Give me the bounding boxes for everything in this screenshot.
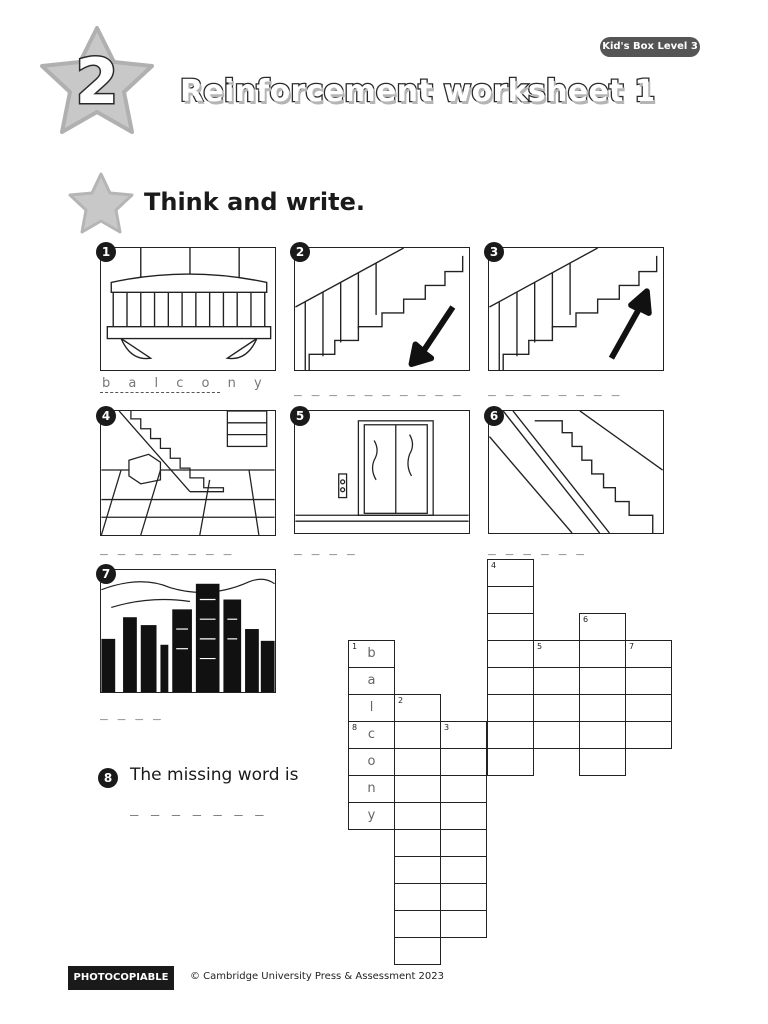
crossword-cell[interactable]: [440, 829, 487, 857]
crossword-cell[interactable]: [440, 883, 487, 911]
crossword-cell[interactable]: 4: [487, 559, 534, 587]
photocopiable-badge: PHOTOCOPIABLE: [68, 966, 174, 990]
page-title: Reinforcement worksheet 1: [180, 74, 656, 109]
question-8-text: The missing word is: [130, 765, 299, 785]
crossword-cell[interactable]: [579, 748, 626, 776]
answer-underline: [100, 392, 220, 393]
answer-blank-lift: _ _ _ _: [294, 541, 356, 556]
instruction-star-icon: [66, 170, 136, 236]
picture-downstairs: [294, 247, 470, 371]
crossword-cell[interactable]: 2: [394, 694, 441, 722]
crossword-cell[interactable]: [394, 721, 441, 749]
upstairs-illustration: [489, 248, 663, 370]
crossword-cell[interactable]: [533, 721, 580, 749]
crossword-cell[interactable]: 3: [440, 721, 487, 749]
crossword-cell[interactable]: [394, 856, 441, 884]
crossword-cell[interactable]: [394, 829, 441, 857]
crossword-cell[interactable]: [394, 883, 441, 911]
picture-number-badge: 5: [290, 406, 310, 426]
answer-blank-basement: _ _ _ _ _ _ _ _: [100, 541, 233, 556]
crossword-cell[interactable]: [440, 856, 487, 884]
crossword-cell[interactable]: [487, 640, 534, 668]
picture-number-badge: 3: [484, 242, 504, 262]
crossword-cell[interactable]: [440, 910, 487, 938]
crossword-cell[interactable]: [394, 910, 441, 938]
crossword-cell[interactable]: [440, 775, 487, 803]
crossword-cell[interactable]: [579, 694, 626, 722]
crossword-cell[interactable]: 1 b: [348, 640, 395, 668]
crossword-cell[interactable]: [394, 802, 441, 830]
picture-upstairs: [488, 247, 664, 371]
crossword-cell[interactable]: [487, 694, 534, 722]
crossword-cell[interactable]: [625, 667, 672, 695]
crossword-cell[interactable]: [625, 721, 672, 749]
crossword-cell[interactable]: [625, 694, 672, 722]
crossword-cell[interactable]: l: [348, 694, 395, 722]
crossword-cell[interactable]: 8 c: [348, 721, 395, 749]
picture-number-badge: 1: [96, 242, 116, 262]
crossword-cell[interactable]: y: [348, 802, 395, 830]
crossword-cell[interactable]: [394, 748, 441, 776]
picture-basement: [100, 410, 276, 536]
crossword-cell[interactable]: [394, 937, 441, 965]
crossword-cell[interactable]: [487, 586, 534, 614]
answer-balcony: b a l c o n y: [102, 376, 269, 391]
answer-blank-stairs: _ _ _ _ _ _: [488, 541, 586, 556]
unit-number: 2: [75, 45, 119, 118]
crossword-cell[interactable]: [394, 775, 441, 803]
downstairs-illustration: [295, 248, 469, 370]
crossword-cell[interactable]: n: [348, 775, 395, 803]
crossword-cell[interactable]: [533, 694, 580, 722]
picture-stairs: [488, 410, 664, 534]
picture-city: [100, 569, 276, 693]
crossword-cell[interactable]: [487, 748, 534, 776]
crossword-cell[interactable]: o: [348, 748, 395, 776]
crossword-cell[interactable]: [440, 802, 487, 830]
answer-blank-upstairs: _ _ _ _ _ _ _ _: [488, 382, 621, 397]
copyright-text: © Cambridge University Press & Assessment 2023: [190, 971, 445, 982]
picture-number-badge: 2: [290, 242, 310, 262]
answer-blank-downstairs: _ _ _ _ _ _ _ _ _ _: [294, 382, 462, 397]
crossword-cell[interactable]: [533, 667, 580, 695]
city-illustration: [101, 570, 275, 692]
question-8-answer-blank: _ _ _ _ _ _ _: [130, 800, 266, 816]
answer-blank-city: _ _ _ _: [100, 706, 162, 721]
lift-illustration: [295, 411, 469, 533]
crossword-cell[interactable]: a: [348, 667, 395, 695]
crossword-cell[interactable]: [487, 667, 534, 695]
crossword-cell[interactable]: 5: [533, 640, 580, 668]
crossword-cell[interactable]: [579, 667, 626, 695]
crossword-cell[interactable]: [487, 613, 534, 641]
crossword-cell[interactable]: [579, 721, 626, 749]
balcony-illustration: [101, 248, 275, 370]
basement-illustration: [101, 411, 275, 535]
level-badge: Kid's Box Level 3: [600, 37, 700, 57]
stairs-illustration: [489, 411, 663, 533]
picture-lift: [294, 410, 470, 534]
crossword-cell[interactable]: [487, 721, 534, 749]
crossword-cell[interactable]: [579, 640, 626, 668]
crossword-cell[interactable]: [440, 748, 487, 776]
crossword-cell[interactable]: 6: [579, 613, 626, 641]
question-number-badge: 8: [98, 768, 118, 788]
picture-number-badge: 7: [96, 564, 116, 584]
instruction-heading: Think and write.: [144, 188, 366, 216]
picture-number-badge: 4: [96, 406, 116, 426]
picture-number-badge: 6: [484, 406, 504, 426]
picture-balcony: [100, 247, 276, 371]
crossword-cell[interactable]: 7: [625, 640, 672, 668]
